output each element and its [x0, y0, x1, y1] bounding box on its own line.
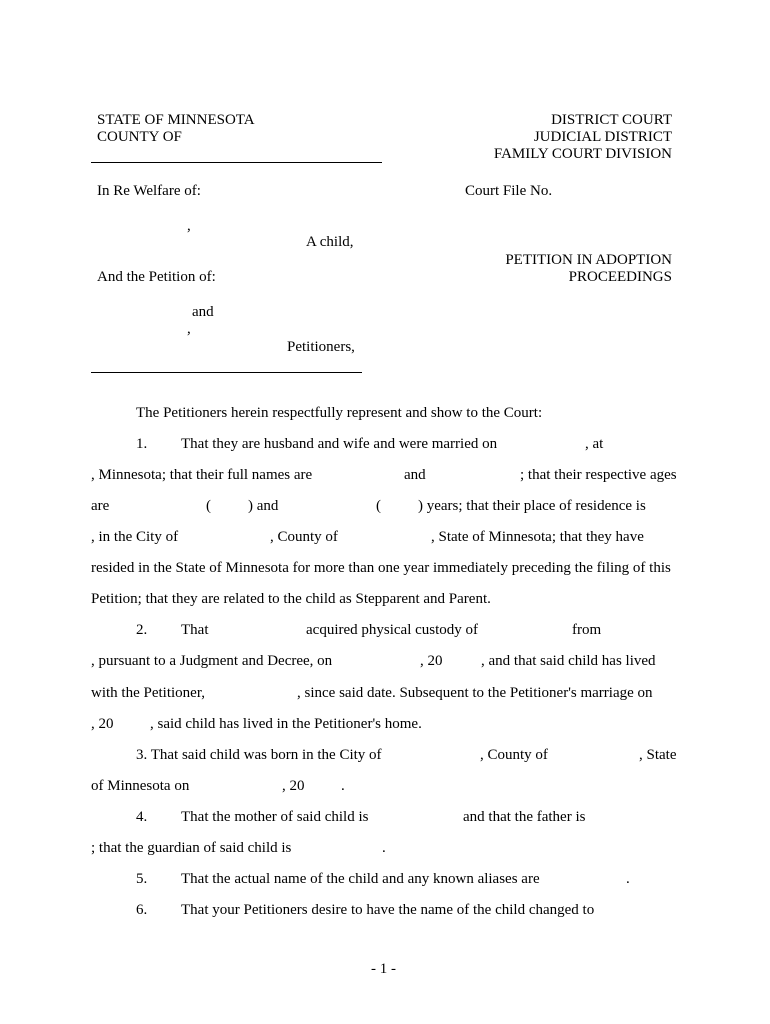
- paragraph-text: , County of: [480, 747, 548, 763]
- paragraph-text: , Minnesota; that their full names are: [91, 467, 313, 483]
- document-title-line1: PETITION IN ADOPTION: [505, 252, 672, 268]
- paragraph-text: , said child has lived in the Petitioner's home.: [150, 716, 422, 732]
- caption-comma: ,: [187, 321, 191, 337]
- paragraph-text: and that the father is: [463, 809, 586, 825]
- caption-comma: ,: [187, 218, 191, 234]
- caption-rule-top: [91, 162, 382, 163]
- district-label: JUDICIAL DISTRICT: [533, 129, 672, 145]
- paragraph-text: , and that said child has lived: [481, 653, 656, 669]
- paragraph-text: , in the City of: [91, 529, 179, 545]
- child-label: A child,: [306, 234, 354, 250]
- paragraph-text: (: [206, 498, 211, 514]
- paragraph-text: That the actual name of the child and any known aliases are: [181, 871, 540, 887]
- county-label: COUNTY OF: [97, 129, 182, 145]
- document-title-line2: PROCEEDINGS: [568, 269, 672, 285]
- paragraph-text: , since said date. Subsequent to the Petitioner's marriage on: [297, 685, 653, 701]
- caption-rule-bottom: [91, 372, 362, 373]
- paragraph-text: That: [181, 622, 209, 638]
- paragraph-text: , County of: [270, 529, 338, 545]
- paragraph-text: ; that the guardian of said child is: [91, 840, 292, 856]
- paragraph-text: .: [626, 871, 630, 887]
- court-file-label: Court File No.: [465, 183, 553, 199]
- petition-of-label: And the Petition of:: [97, 269, 216, 285]
- paragraph-number: 4.: [136, 809, 148, 825]
- court-label: DISTRICT COURT: [551, 112, 672, 128]
- paragraph-text: , 20: [420, 653, 443, 669]
- paragraph-number: 6.: [136, 902, 148, 918]
- division-label: FAMILY COURT DIVISION: [493, 146, 672, 162]
- paragraph-text: , 20: [282, 778, 305, 794]
- paragraph-text: resided in the State of Minnesota for more than one year immediately preceding the filing of this: [91, 560, 671, 576]
- paragraph-text: (: [376, 498, 381, 514]
- paragraph-text: That the mother of said child is: [181, 809, 369, 825]
- paragraph-text: are: [91, 498, 110, 514]
- paragraph-text: , State of Minnesota; that they have: [431, 529, 644, 545]
- paragraph-text: ) years; that their place of residence is: [418, 498, 646, 514]
- paragraph-number: 2.: [136, 622, 148, 638]
- paragraph-text: That your Petitioners desire to have the name of the child changed to: [181, 902, 595, 918]
- paragraph-text: Petition; that they are related to the child as Stepparent and Parent.: [91, 591, 491, 607]
- paragraph-text: , 20: [91, 716, 114, 732]
- paragraph-text: , at: [585, 436, 604, 452]
- paragraph-text: with the Petitioner,: [91, 685, 205, 701]
- paragraph-text: .: [341, 778, 345, 794]
- paragraph-text: ) and: [248, 498, 279, 514]
- paragraph-number: 5.: [136, 871, 148, 887]
- paragraph-text: , pursuant to a Judgment and Decree, on: [91, 653, 333, 669]
- paragraph-text: That they are husband and wife and were married on: [181, 436, 498, 452]
- paragraph-text: from: [572, 622, 602, 638]
- paragraph-text: ; that their respective ages: [520, 467, 677, 483]
- page-number: - 1 -: [371, 961, 396, 977]
- paragraph-text: .: [382, 840, 386, 856]
- petitioners-label: Petitioners,: [287, 339, 355, 355]
- intro-text: The Petitioners herein respectfully represent and show to the Court:: [136, 405, 543, 421]
- paragraph-text: 3. That said child was born in the City of: [136, 747, 382, 763]
- in-re-label: In Re Welfare of:: [97, 183, 201, 199]
- and-label: and: [192, 304, 214, 320]
- paragraph-text: , State: [639, 747, 677, 763]
- state-label: STATE OF MINNESOTA: [97, 112, 255, 128]
- paragraph-text: and: [404, 467, 426, 483]
- paragraph-number: 1.: [136, 436, 148, 452]
- paragraph-text: of Minnesota on: [91, 778, 190, 794]
- paragraph-text: acquired physical custody of: [306, 622, 479, 638]
